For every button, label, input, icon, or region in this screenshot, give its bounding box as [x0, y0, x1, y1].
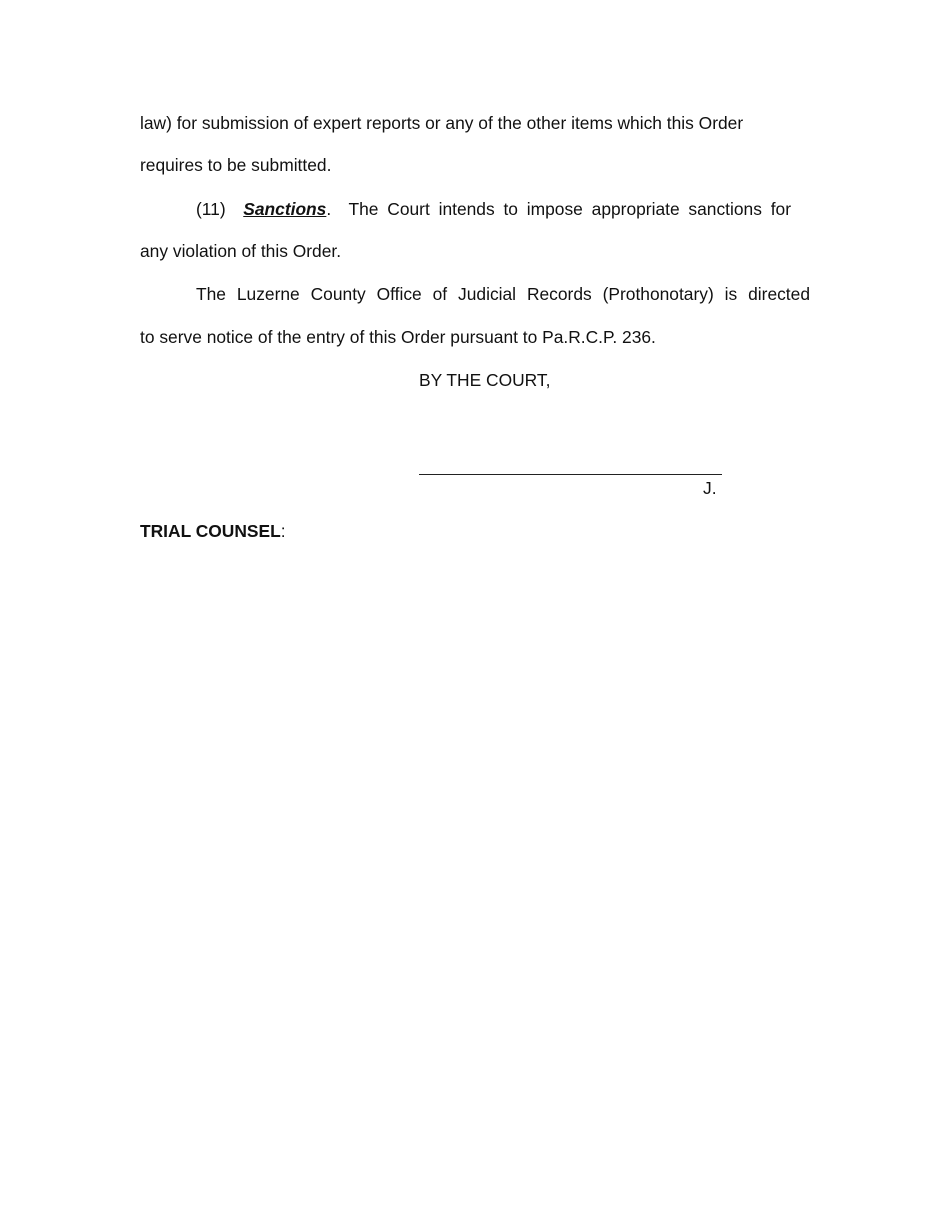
trial-counsel-colon: : — [280, 521, 286, 541]
sanctions-paragraph-line-1 — [196, 198, 791, 220]
sanctions-heading: Sanctions — [243, 199, 327, 219]
sanctions-text: The Court intends to impose appropriate sanctions for — [348, 199, 791, 219]
trial-counsel-label: TRIAL COUNSEL — [140, 521, 281, 541]
sanctions-heading-punct: . — [326, 199, 332, 219]
continuation-line-1: law) for submission of expert reports or any of the other items which this Order — [140, 113, 744, 133]
sanctions-paragraph-line-2: any violation of this Order. — [140, 241, 342, 261]
sanctions-number: (11) — [196, 199, 226, 219]
directive-line-2: to serve notice of the entry of this Order pursuant to Pa.R.C.P. 236. — [140, 327, 656, 347]
by-the-court: BY THE COURT, — [419, 370, 551, 390]
signature-line — [419, 474, 722, 475]
judge-suffix: J. — [703, 478, 717, 498]
directive-line-1: The Luzerne County Office of Judicial Records (Prothonotary) is directed — [196, 284, 810, 304]
trial-counsel-heading — [140, 520, 286, 542]
continuation-line-2: requires to be submitted. — [140, 155, 332, 175]
